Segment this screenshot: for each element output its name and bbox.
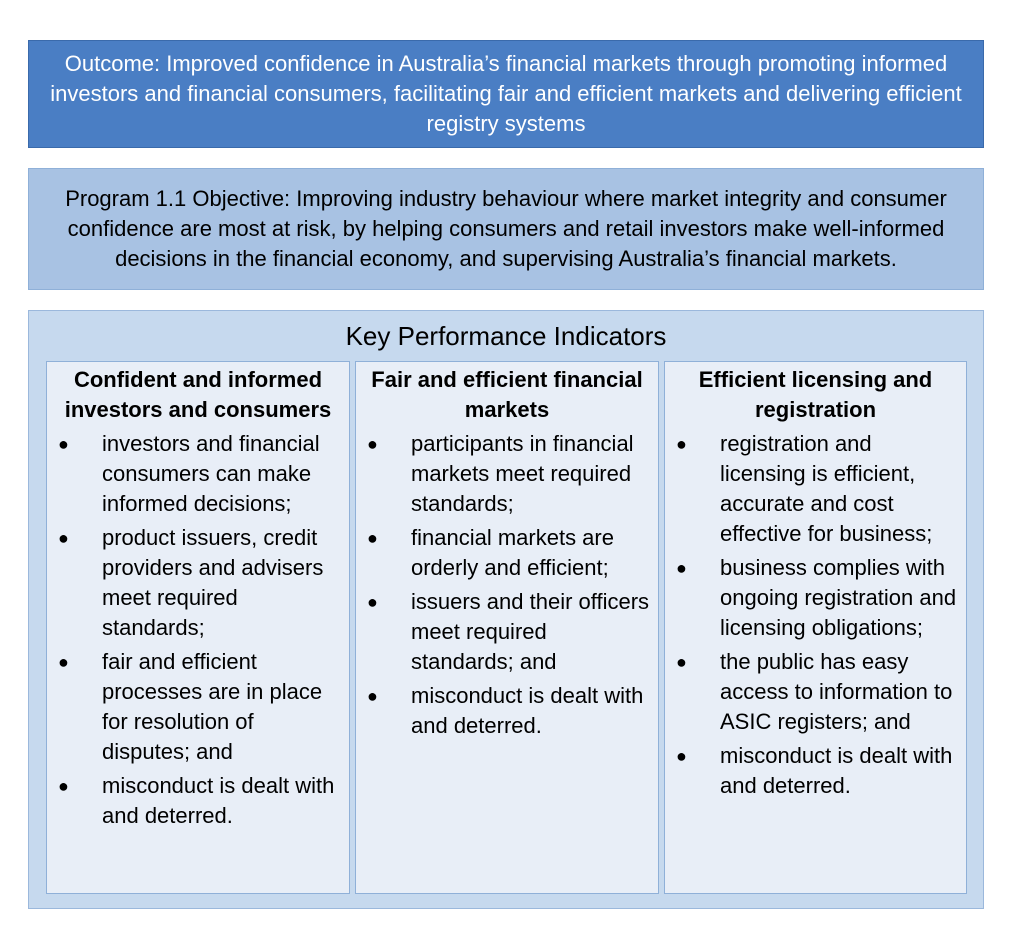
bullet-icon: ● [676, 558, 687, 578]
list-item-text: business complies with ongoing registration and licensing obligations; [720, 555, 957, 640]
kpi-title: Key Performance Indicators [345, 321, 667, 351]
list-item-text: registration and licensing is efficient, accurate and cost effective for business; [720, 431, 933, 546]
kpi-column-investors-consumers [46, 361, 350, 894]
bullet-icon: ● [367, 592, 378, 612]
bullet-icon: ● [58, 528, 69, 548]
list-item [356, 429, 658, 519]
list-item [356, 587, 658, 677]
bullet-icon: ● [58, 776, 69, 796]
list-item-text: financial markets are orderly and efficient; [411, 525, 614, 580]
list-item-text: issuers and their officers meet required standards; and [411, 589, 650, 674]
list-item-text: misconduct is dealt with and deterred. [411, 683, 644, 738]
list-item [665, 553, 966, 643]
kpi-panel [28, 310, 984, 909]
bullet-icon: ● [676, 434, 687, 454]
list-item [665, 741, 966, 801]
column-heading: Efficient licensing and registration [698, 367, 933, 422]
list-item [356, 681, 658, 741]
list-item [47, 771, 349, 831]
list-item [665, 429, 966, 549]
bullet-icon: ● [676, 746, 687, 766]
kpi-list [47, 429, 349, 831]
list-item [47, 429, 349, 519]
column-heading: Fair and efficient financial markets [371, 367, 643, 422]
kpi-column-licensing-registration [664, 361, 967, 894]
kpi-list [665, 429, 966, 801]
program-objective-text: Program 1.1 Objective: Improving industry behaviour where market integrity and consumer confidence are most at risk, by helping consumers and retail investors make well-informed decisions in the financial economy, and supervising Australia’s financial markets. [65, 186, 947, 271]
list-item-text: misconduct is dealt with and deterred. [720, 743, 953, 798]
kpi-column-financial-markets [355, 361, 659, 894]
list-item [665, 647, 966, 737]
outcome-text: Outcome: Improved confidence in Australia’s financial markets through promoting informed investors and financial consumers, facilitating fair and efficient markets and delivering efficient registry systems [50, 51, 962, 136]
list-item-text: misconduct is dealt with and deterred. [102, 773, 335, 828]
list-item [47, 523, 349, 643]
column-heading: Confident and informed investors and consumers [64, 367, 332, 422]
bullet-icon: ● [367, 434, 378, 454]
bullet-icon: ● [58, 434, 69, 454]
bullet-icon: ● [676, 652, 687, 672]
list-item-text: product issuers, credit providers and advisers meet required standards; [102, 525, 324, 640]
kpi-list [356, 429, 658, 741]
bullet-icon: ● [367, 686, 378, 706]
list-item-text: participants in financial markets meet required standards; [411, 431, 634, 516]
bullet-icon: ● [367, 528, 378, 548]
list-item-text: investors and financial consumers can make informed decisions; [102, 431, 320, 516]
list-item [47, 647, 349, 767]
list-item-text: the public has easy access to information to ASIC registers; and [720, 649, 953, 734]
program-objective-box [28, 168, 984, 290]
list-item-text: fair and efficient processes are in place for resolution of disputes; and [102, 649, 323, 764]
list-item [356, 523, 658, 583]
outcome-box [28, 40, 984, 148]
bullet-icon: ● [58, 652, 69, 672]
